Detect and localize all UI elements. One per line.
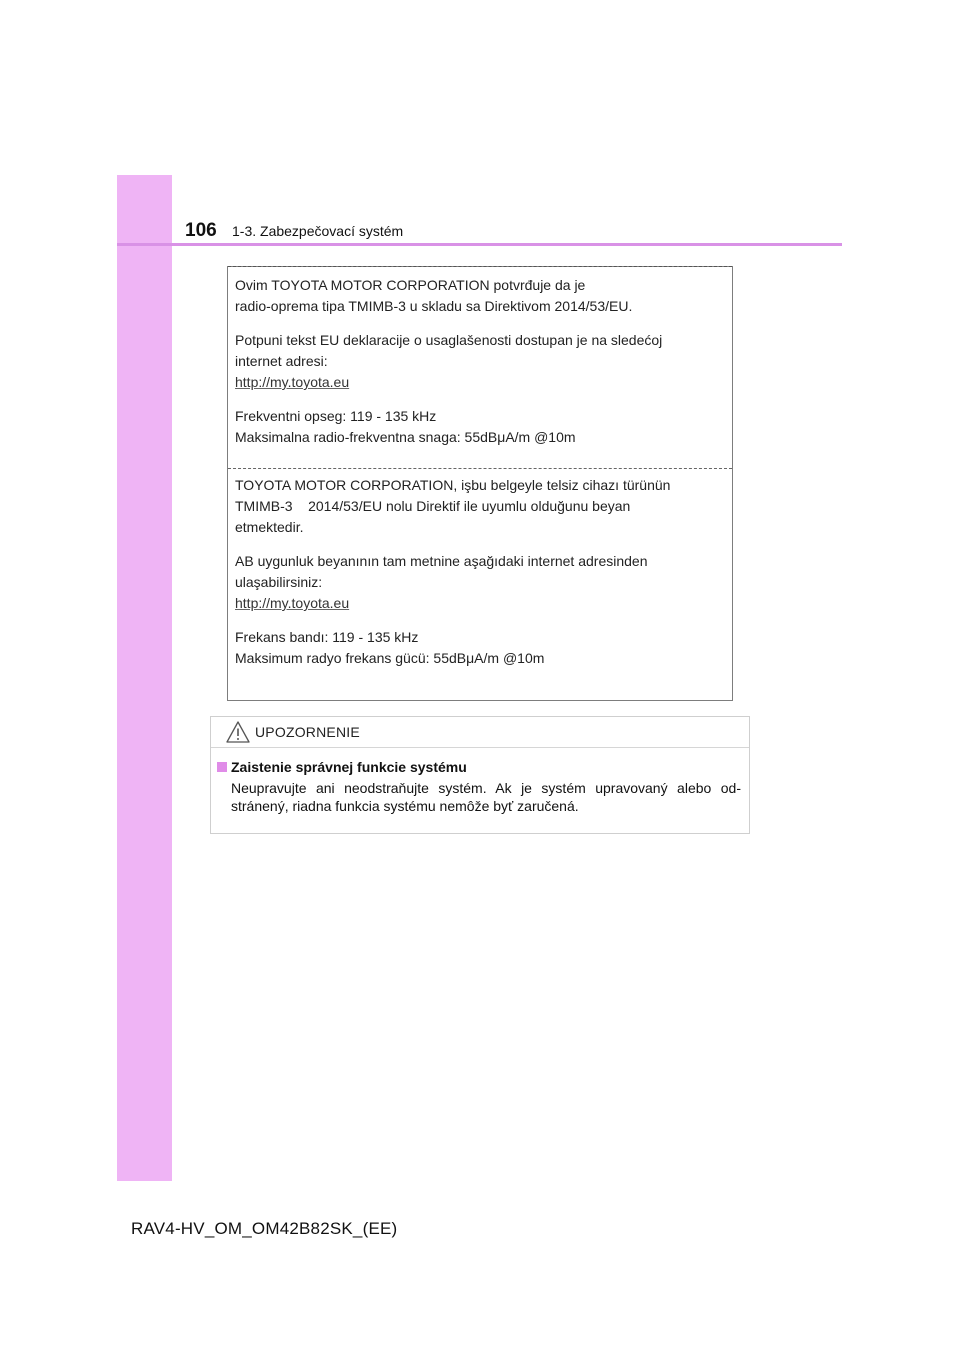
decl-line: Ovim TOYOTA MOTOR CORPORATION potvrđuje da je — [235, 277, 586, 293]
decl-line: radio-oprema tipa TMIMB-3 u skladu sa Direktivom 2014/53/EU. — [235, 298, 633, 314]
decl-line: Maksimum radyo frekans gücü: 55dBμA/m @10m — [235, 650, 545, 666]
declaration-box — [227, 266, 733, 701]
decl-line: etmektedir. — [235, 519, 304, 535]
warning-box — [210, 716, 750, 834]
declaration-turkish — [235, 475, 726, 669]
declaration-serbian — [235, 275, 726, 448]
side-tab-bar — [117, 175, 172, 1181]
decl-line: Potpuni tekst EU deklaracije o usaglašenosti dostupan je na sledećoj — [235, 332, 663, 348]
footer-code: RAV4-HV_OM_OM42B82SK_(EE) — [131, 1219, 398, 1238]
declaration-box-top-edge — [228, 266, 732, 267]
bullet-square-icon — [217, 762, 227, 772]
page-number: 106 — [185, 220, 217, 241]
declaration-link[interactable]: http://my.toyota.eu — [235, 374, 350, 390]
decl-line: TMIMB-3 2014/53/EU nolu Direktif ile uyumlu olduğunu beyan — [235, 498, 631, 514]
section-title: 1-3. Zabezpečovací systém — [232, 223, 404, 239]
decl-line: Frekans bandı: 119 - 135 kHz — [235, 629, 419, 645]
warning-item-title: Zaistenie správnej funkcie systému — [231, 759, 467, 775]
warning-header — [211, 717, 749, 748]
warning-title: UPOZORNENIE — [255, 724, 360, 740]
decl-line: Maksimalna radio-frekventna snaga: 55dBμA/m @10m — [235, 429, 576, 445]
decl-line: AB uygunluk beyanının tam metnine aşağıdaki internet adresinden — [235, 553, 648, 569]
decl-line: TOYOTA MOTOR CORPORATION, işbu belgeyle telsiz cihazı türünün — [235, 477, 671, 493]
declaration-divider — [228, 468, 732, 469]
declaration-link[interactable]: http://my.toyota.eu — [235, 595, 350, 611]
warning-item-text: Neupravujte ani neodstraňujte systém. Ak je systém upravovaný alebo od-stránený, riadna funkcia systému nemôže byť zaručená. — [231, 780, 741, 814]
warning-triangle-icon — [225, 720, 251, 744]
decl-line: internet adresi: — [235, 353, 328, 369]
decl-line: ulaşabilirsiniz: — [235, 574, 323, 590]
decl-line: Frekventni opseg: 119 - 135 kHz — [235, 408, 437, 424]
header-rule — [117, 243, 842, 246]
